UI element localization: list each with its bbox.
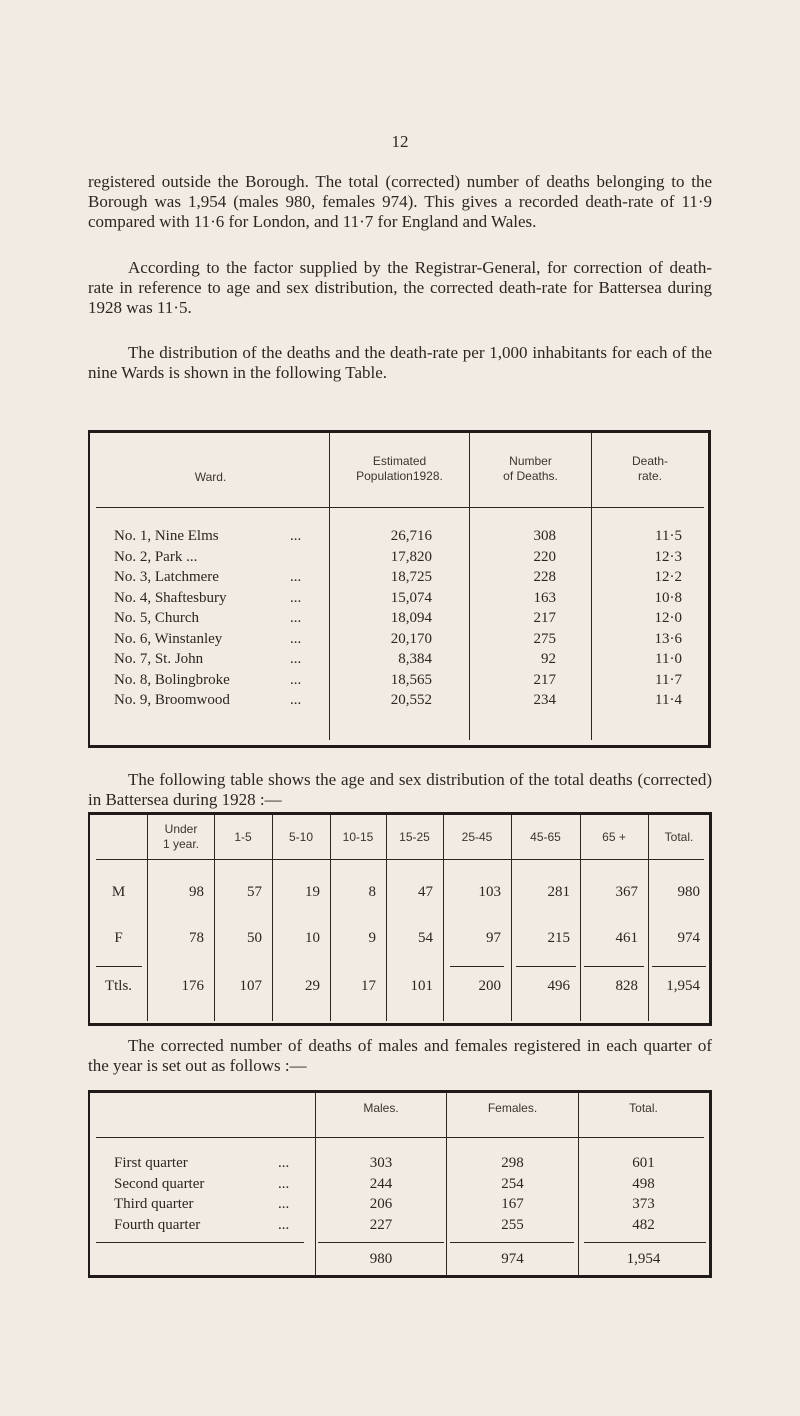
ward-death-rate: 12·0 (654, 610, 682, 626)
deaths-header-line2: of Deaths. (503, 469, 558, 483)
leader-dots: ... (290, 610, 302, 626)
rate-column-header (592, 454, 708, 484)
ward-name: No. 2, Park ... (114, 549, 198, 565)
ward-name: No. 4, Shaftesbury (114, 590, 227, 606)
quarter-total: 498 (632, 1176, 655, 1192)
under-1-year-header-line2: 1 year. (162, 837, 200, 851)
ward-population: 17,820 (390, 549, 432, 565)
males-column-header: Males. (363, 1101, 399, 1115)
age-count: 215 (547, 930, 570, 946)
age-count: 47 (418, 884, 433, 900)
age-count: 107 (239, 978, 262, 994)
ward-name: No. 7, St. John (114, 651, 204, 667)
ward-death-rate: 11·4 (655, 692, 682, 708)
age-count: 17 (361, 978, 376, 994)
age-count: 461 (615, 930, 638, 946)
ward-name: No. 3, Latchmere (114, 569, 219, 585)
ward-population: 26,716 (390, 528, 432, 544)
ward-death-rate: 10·8 (654, 590, 682, 606)
sex-row-label: Ttls. (104, 978, 133, 994)
ward-population: 18,725 (390, 569, 432, 585)
leader-dots: ... (290, 590, 302, 606)
totals-rule (450, 1242, 574, 1243)
age-count: 980 (677, 884, 700, 900)
age-count: 103 (478, 884, 501, 900)
ward-population: 20,170 (390, 631, 432, 647)
age-count: 9 (368, 930, 376, 946)
totals-rule (652, 966, 706, 967)
ward-death-rate: 12·2 (654, 569, 682, 585)
males-total: 980 (369, 1251, 393, 1267)
age-count: 974 (677, 930, 700, 946)
paragraph-age-intro: The following table shows the age and sex distribution of the total deaths (corrected) in Battersea during 1928 :— (88, 770, 712, 809)
age-count: 200 (478, 978, 501, 994)
females-total: 974 (501, 1251, 524, 1267)
quarter-females: 298 (501, 1155, 524, 1171)
totals-rule (96, 1242, 304, 1243)
ward-death-rate: 13·6 (654, 631, 682, 647)
totals-rule (318, 1242, 444, 1243)
age-count: 1,954 (666, 978, 700, 994)
age-count: 57 (247, 884, 262, 900)
quarter-females: 255 (501, 1217, 524, 1233)
ward-deaths: 92 (541, 651, 556, 667)
quarter-total: 482 (632, 1217, 655, 1233)
age-count: 19 (305, 884, 320, 900)
age-group-header: 5-10 (288, 830, 314, 844)
ward-name: No. 9, Broomwood (114, 692, 230, 708)
leader-dots: ... (290, 672, 302, 688)
ward-population: 18,094 (390, 610, 432, 626)
ward-population: 8,384 (398, 651, 432, 667)
rate-header-line1: Death- (631, 454, 669, 468)
totals-rule (584, 1242, 706, 1243)
ward-deaths: 220 (533, 549, 556, 565)
age-count: 54 (418, 930, 433, 946)
under-1-year-header (148, 822, 214, 852)
ward-table-header-rule (96, 507, 704, 508)
ward-death-rate: 11·5 (655, 528, 682, 544)
age-count: 101 (410, 978, 433, 994)
quarter-label: First quarter (114, 1155, 188, 1171)
leader-dots: ... (290, 651, 302, 667)
rate-header-line2: rate. (637, 469, 662, 483)
age-count: 176 (181, 978, 204, 994)
under-1-year-header-line1: Under (164, 822, 198, 836)
age-group-header: 10-15 (342, 830, 374, 844)
age-count: 78 (189, 930, 204, 946)
quarter-males: 206 (369, 1196, 393, 1212)
population-header-line2: Population1928. (356, 469, 443, 483)
leader-dots: ... (278, 1196, 290, 1212)
quarter-label: Third quarter (114, 1196, 194, 1212)
ward-deaths: 163 (533, 590, 556, 606)
age-table-header-rule (96, 859, 704, 860)
totals-rule (450, 966, 504, 967)
paragraph-correction-factor: According to the factor supplied by the Registrar-General, for correction of death-rate in reference to age and sex distribution, the corrected death-rate for Battersea during 1928 was 11·5. (88, 258, 712, 317)
population-header-line1: Estimated (372, 454, 427, 468)
totals-rule (96, 966, 142, 967)
quarter-total: 601 (632, 1155, 655, 1171)
ward-deaths: 308 (533, 528, 556, 544)
quarter-males: 227 (369, 1217, 393, 1233)
leader-dots: ... (278, 1155, 290, 1171)
ward-death-rate: 12·3 (654, 549, 682, 565)
age-count: 281 (547, 884, 570, 900)
ward-deaths: 228 (533, 569, 556, 585)
ward-deaths: 275 (533, 631, 556, 647)
ward-deaths: 234 (533, 692, 556, 708)
ward-name: No. 1, Nine Elms (114, 528, 219, 544)
ward-deaths: 217 (533, 610, 556, 626)
age-group-header: 25-45 (461, 830, 493, 844)
paragraph-ward-intro: The distribution of the deaths and the death-rate per 1,000 inhabitants for each of the nine Wards is shown in the following Table. (88, 343, 712, 382)
sex-row-label: F (114, 930, 123, 946)
quarter-total: 373 (632, 1196, 655, 1212)
population-column-header (330, 454, 469, 484)
ward-death-rate: 11·0 (655, 651, 682, 667)
leader-dots: ... (278, 1176, 290, 1192)
quarter-table-header-rule (96, 1137, 704, 1138)
females-column-header: Females. (487, 1101, 538, 1115)
deaths-column-header (470, 454, 591, 484)
quarter-males: 303 (369, 1155, 393, 1171)
paragraph-intro: registered outside the Borough. The total (corrected) number of deaths belonging to the Borough was 1,954 (males 980, females 974). This gives a recorded death-rate of 11·9 compared with 11·6 for London, and 11·7 for England and Wales. (88, 172, 712, 231)
leader-dots: ... (278, 1217, 290, 1233)
total-column-header: Total. (629, 1101, 658, 1115)
ward-deaths: 217 (533, 672, 556, 688)
deaths-header-line1: Number (509, 454, 552, 468)
leader-dots: ... (290, 631, 302, 647)
grand-total: 1,954 (626, 1251, 661, 1267)
quarter-females: 254 (501, 1176, 524, 1192)
sex-row-label: M (111, 884, 126, 900)
page-number: 12 (391, 132, 409, 151)
quarter-females: 167 (501, 1196, 524, 1212)
paragraph-quarter-intro: The corrected number of deaths of males and females registered in each quarter of the year is set out as follows :— (88, 1036, 712, 1075)
totals-rule (584, 966, 644, 967)
leader-dots: ... (290, 528, 302, 544)
ward-population: 15,074 (390, 590, 432, 606)
age-count: 496 (547, 978, 570, 994)
quarter-label: Fourth quarter (114, 1217, 201, 1233)
quarter-males: 244 (369, 1176, 393, 1192)
ward-population: 18,565 (390, 672, 432, 688)
ward-death-rate: 11·7 (655, 672, 682, 688)
ward-population: 20,552 (390, 692, 432, 708)
leader-dots: ... (290, 569, 302, 585)
age-count: 50 (247, 930, 262, 946)
quarter-label: Second quarter (114, 1176, 205, 1192)
age-group-header: 65 + (602, 830, 626, 844)
ward-name: No. 8, Bolingbroke (114, 672, 230, 688)
totals-rule (516, 966, 576, 967)
age-count: 98 (189, 884, 204, 900)
age-count: 97 (486, 930, 501, 946)
age-count: 29 (305, 978, 320, 994)
leader-dots: ... (290, 692, 302, 708)
age-count: 8 (368, 884, 376, 900)
age-count: 828 (615, 978, 638, 994)
age-count: 367 (615, 884, 638, 900)
ward-name: No. 6, Winstanley (114, 631, 223, 647)
age-count: 10 (305, 930, 320, 946)
age-group-header: 1-5 (234, 830, 252, 844)
age-group-header: 15-25 (399, 830, 430, 844)
ward-name: No. 5, Church (114, 610, 199, 626)
age-group-header: 45-65 (530, 830, 561, 844)
age-group-header: Total. (664, 830, 694, 844)
ward-column-header: Ward. (194, 470, 227, 484)
